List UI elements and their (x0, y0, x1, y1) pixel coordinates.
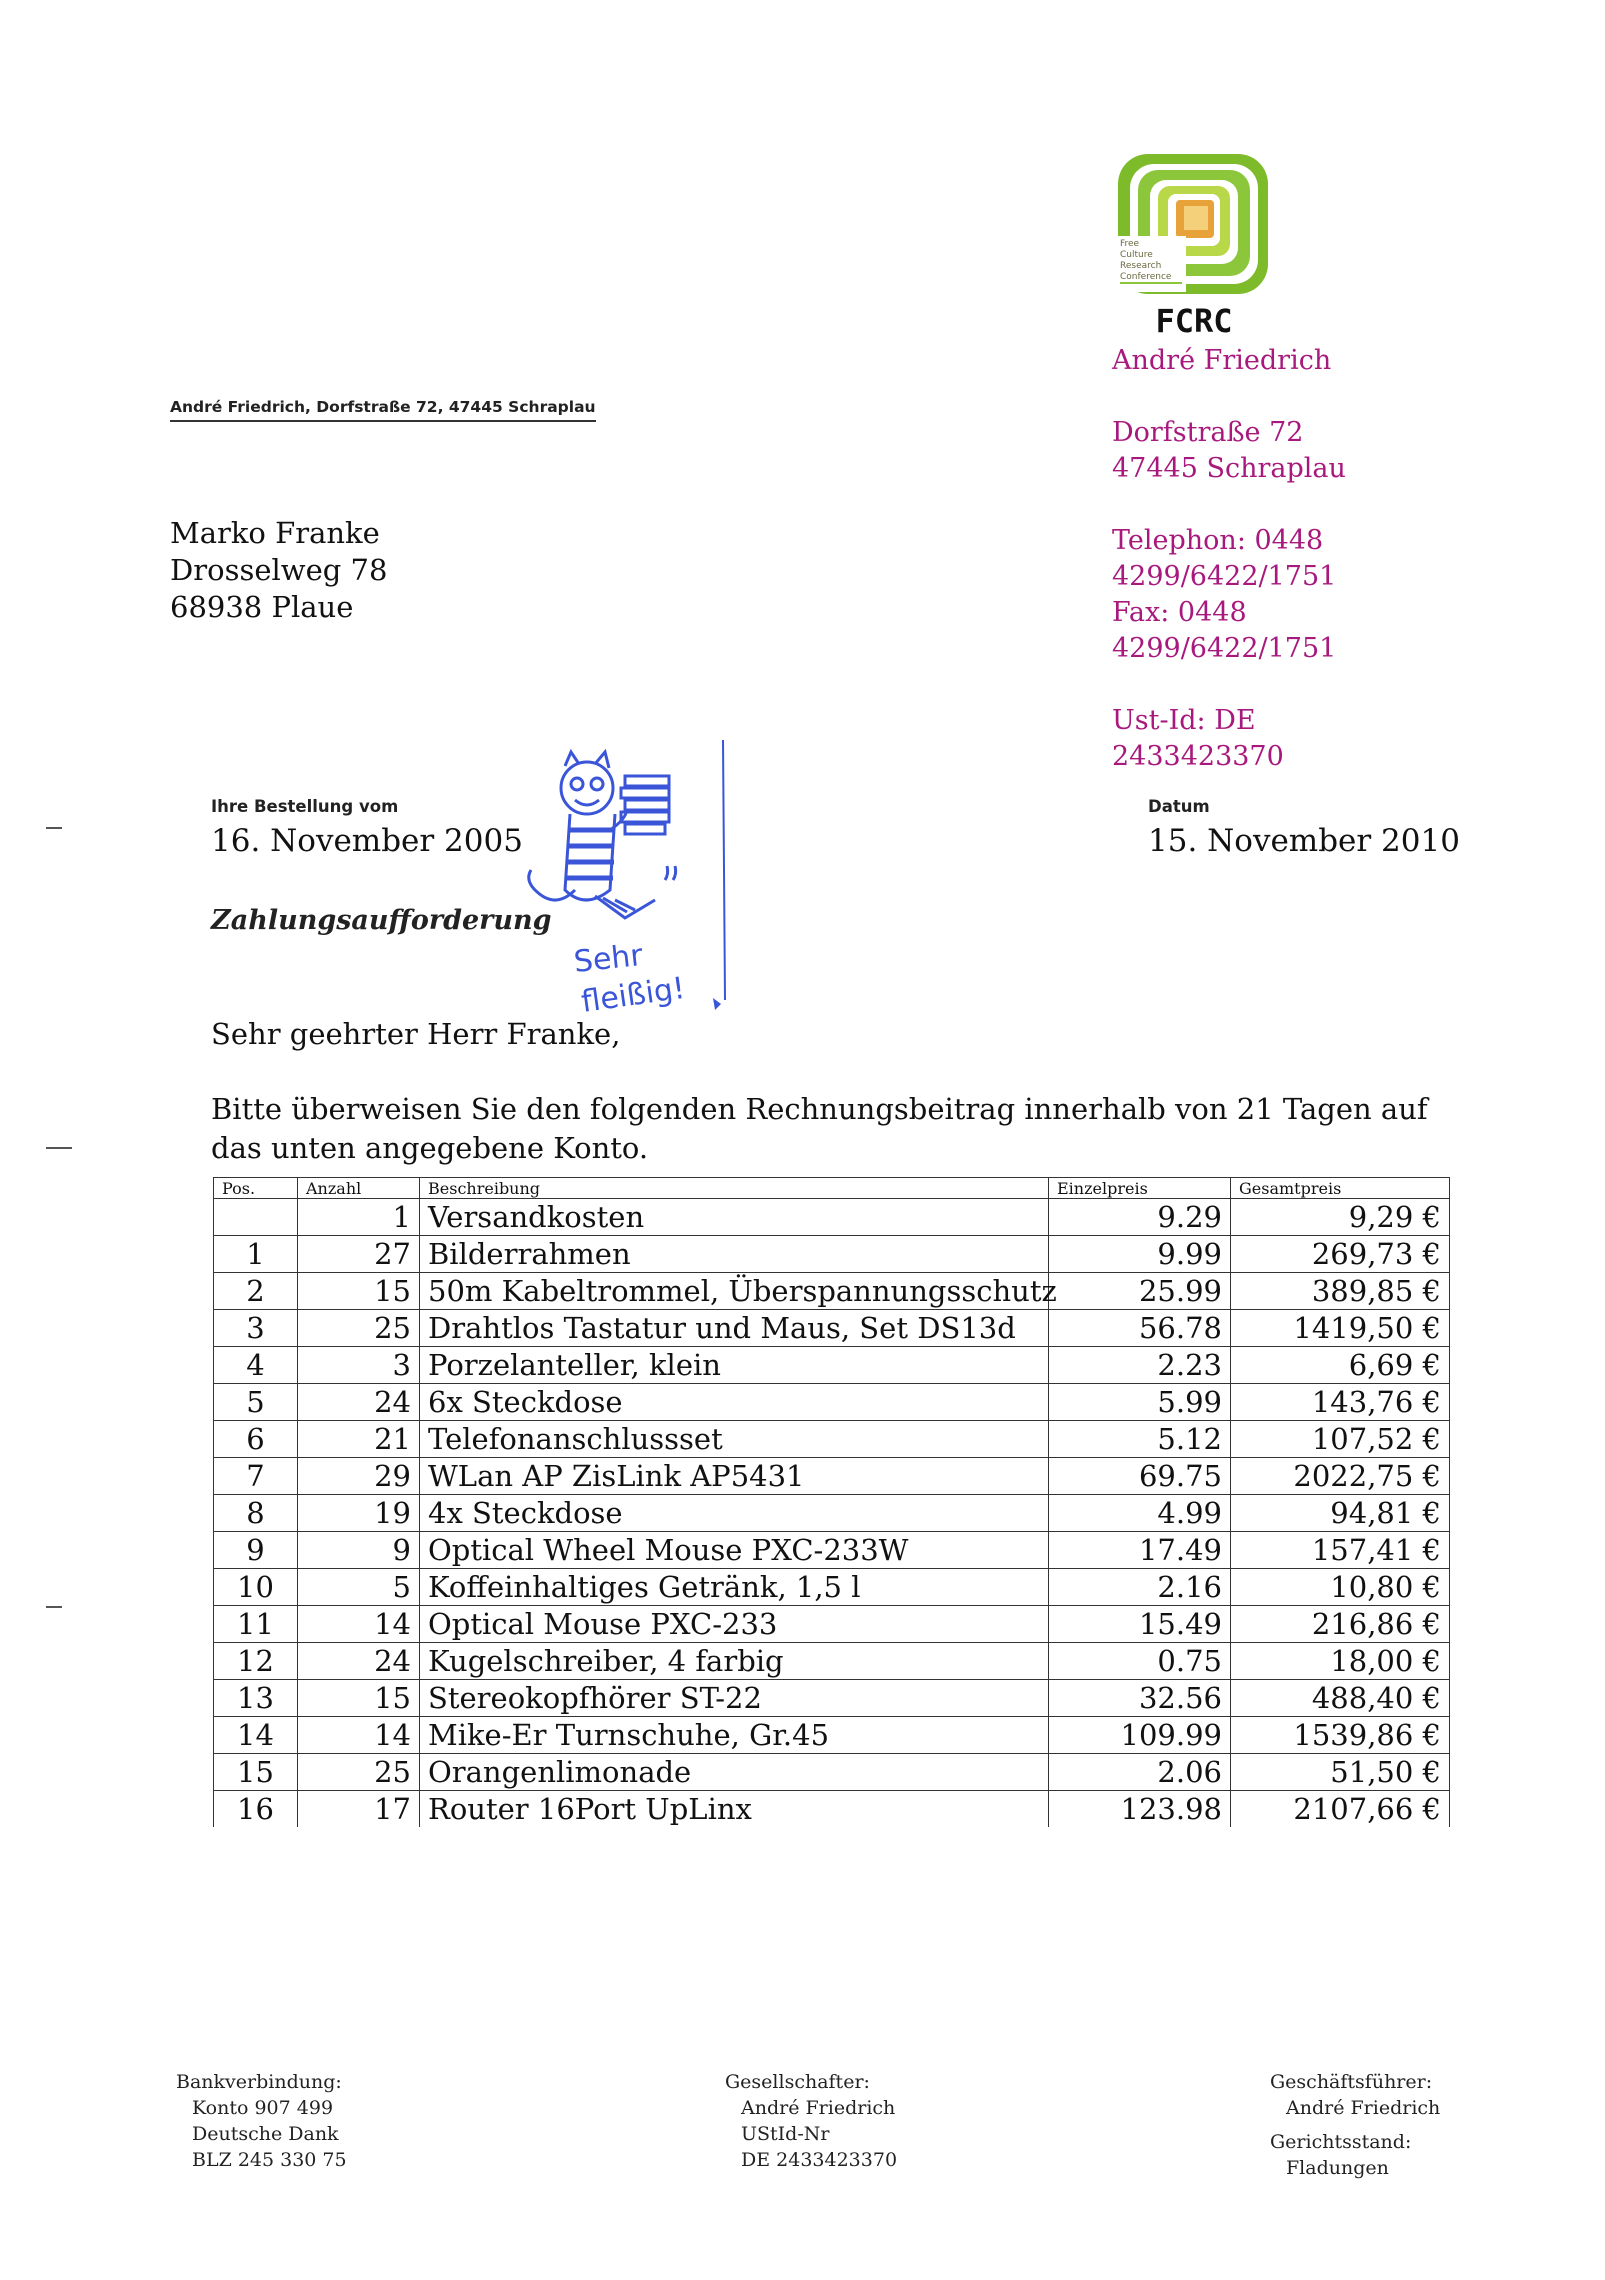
stamp-text-1: Sehr (572, 937, 645, 980)
punch-mark (46, 1147, 72, 1149)
table-row (214, 1717, 1450, 1754)
row-qty: 15 (298, 1680, 420, 1717)
row-pos: 3 (214, 1310, 298, 1347)
sender-name: André Friedrich (1112, 345, 1332, 376)
header-qty: Anzahl (298, 1178, 420, 1199)
row-total-price: 51,50 € (1231, 1754, 1450, 1791)
header-pos: Pos. (214, 1178, 298, 1199)
row-pos: 2 (214, 1273, 298, 1310)
logo-caption-1: Free (1120, 239, 1140, 249)
sender-fax-label: Fax: 0448 (1112, 597, 1247, 628)
table-body (214, 1199, 1450, 1828)
header-total-price: Gesamtpreis (1231, 1178, 1450, 1199)
row-unit-price: 17.49 (1049, 1532, 1231, 1569)
row-unit-price: 56.78 (1049, 1310, 1231, 1347)
footer-bank-code: BLZ 245 330 75 (192, 2149, 347, 2171)
row-total-price: 1539,86 € (1231, 1717, 1450, 1754)
sender-vat-label: Ust-Id: DE (1112, 705, 1256, 736)
row-total-price: 18,00 € (1231, 1643, 1450, 1680)
invoice-table (213, 1177, 1450, 1827)
table-row (214, 1310, 1450, 1347)
row-qty: 5 (298, 1569, 420, 1606)
sender-fax-number: 4299/6422/1751 (1112, 633, 1337, 664)
row-pos: 15 (214, 1754, 298, 1791)
order-date: 16. November 2005 (211, 823, 523, 859)
row-unit-price: 5.12 (1049, 1421, 1231, 1458)
document-date-label: Datum (1148, 797, 1210, 816)
document-title: Zahlungsaufforderung (211, 905, 552, 936)
logo-caption-2: Culture (1120, 250, 1153, 260)
table-row (214, 1236, 1450, 1273)
row-description: 4x Steckdose (420, 1495, 1049, 1532)
footer-court-label: Gerichtsstand: (1270, 2131, 1412, 2153)
row-unit-price: 9.99 (1049, 1236, 1231, 1273)
row-description: Telefonanschlussset (420, 1421, 1049, 1458)
row-description: Mike-Er Turnschuhe, Gr.45 (420, 1717, 1049, 1754)
row-qty: 19 (298, 1495, 420, 1532)
row-pos: 6 (214, 1421, 298, 1458)
row-total-price: 107,52 € (1231, 1421, 1450, 1458)
footer-management (1270, 2069, 1440, 2181)
row-qty: 9 (298, 1532, 420, 1569)
row-pos: 7 (214, 1458, 298, 1495)
logo-wordmark: FCRC (1155, 302, 1233, 340)
footer-management-name: André Friedrich (1286, 2097, 1441, 2119)
row-description: Optical Mouse PXC-233 (420, 1606, 1049, 1643)
row-unit-price: 2.23 (1049, 1347, 1231, 1384)
row-total-price: 6,69 € (1231, 1347, 1450, 1384)
table-row (214, 1680, 1450, 1717)
row-pos: 12 (214, 1643, 298, 1680)
footer-partner-name: André Friedrich (741, 2097, 896, 2119)
table-row (214, 1569, 1450, 1606)
cat-stamp-icon (515, 740, 745, 1040)
row-total-price: 9,29 € (1231, 1199, 1450, 1236)
row-description: 50m Kabeltrommel, Überspannungsschutz (420, 1273, 1049, 1310)
sender-street: Dorfstraße 72 (1112, 417, 1304, 448)
row-pos: 4 (214, 1347, 298, 1384)
header-unit-price: Einzelpreis (1049, 1178, 1231, 1199)
row-description: Koffeinhaltiges Getränk, 1,5 l (420, 1569, 1049, 1606)
fold-mark (46, 1606, 62, 1608)
row-qty: 3 (298, 1347, 420, 1384)
table-header-row (214, 1178, 1450, 1199)
row-qty: 24 (298, 1643, 420, 1680)
fcrc-logo-mark (1112, 150, 1276, 340)
row-total-price: 143,76 € (1231, 1384, 1450, 1421)
sender-vat-number: 2433423370 (1112, 741, 1284, 772)
row-pos (214, 1199, 298, 1236)
table-row (214, 1199, 1450, 1236)
table-row (214, 1384, 1450, 1421)
footer-partner-vat-number: DE 2433423370 (741, 2149, 898, 2171)
document-date: 15. November 2010 (1148, 823, 1460, 859)
row-unit-price: 109.99 (1049, 1717, 1231, 1754)
recipient-street: Drosselweg 78 (170, 553, 388, 587)
row-qty: 27 (298, 1236, 420, 1273)
row-description: Router 16Port UpLinx (420, 1791, 1049, 1828)
row-total-price: 94,81 € (1231, 1495, 1450, 1532)
row-unit-price: 2.06 (1049, 1754, 1231, 1791)
row-total-price: 216,86 € (1231, 1606, 1450, 1643)
row-unit-price: 25.99 (1049, 1273, 1231, 1310)
logo-caption-3: Research (1120, 261, 1162, 271)
row-unit-price: 0.75 (1049, 1643, 1231, 1680)
logo-caption-4: Conference (1120, 272, 1172, 282)
row-qty: 1 (298, 1199, 420, 1236)
recipient-name: Marko Franke (170, 516, 380, 550)
table-row (214, 1458, 1450, 1495)
sender-phone-number: 4299/6422/1751 (1112, 561, 1337, 592)
stamp-text-2: fleißig! (579, 970, 688, 1020)
row-qty: 14 (298, 1717, 420, 1754)
row-qty: 29 (298, 1458, 420, 1495)
table-row (214, 1421, 1450, 1458)
footer-bank-name: Deutsche Dank (192, 2123, 339, 2145)
row-description: Orangenlimonade (420, 1754, 1049, 1791)
row-pos: 16 (214, 1791, 298, 1828)
footer-partner-vat-label: UStId-Nr (741, 2123, 830, 2145)
footer-bank-account: Konto 907 499 (192, 2097, 334, 2119)
header-description: Beschreibung (420, 1178, 1049, 1199)
row-description: Kugelschreiber, 4 farbig (420, 1643, 1049, 1680)
salutation: Sehr geehrter Herr Franke, (211, 1017, 621, 1051)
row-total-price: 269,73 € (1231, 1236, 1450, 1273)
recipient-address (170, 515, 387, 626)
row-pos: 8 (214, 1495, 298, 1532)
table-row (214, 1754, 1450, 1791)
row-pos: 10 (214, 1569, 298, 1606)
row-unit-price: 2.16 (1049, 1569, 1231, 1606)
row-total-price: 2107,66 € (1231, 1791, 1450, 1828)
row-description: 6x Steckdose (420, 1384, 1049, 1421)
sender-return-address: André Friedrich, Dorfstraße 72, 47445 Schraplau (170, 398, 596, 422)
row-unit-price: 69.75 (1049, 1458, 1231, 1495)
row-pos: 13 (214, 1680, 298, 1717)
table-row (214, 1606, 1450, 1643)
table-row (214, 1273, 1450, 1310)
footer-bank-label: Bankverbindung: (176, 2071, 342, 2093)
row-qty: 25 (298, 1310, 420, 1347)
row-unit-price: 123.98 (1049, 1791, 1231, 1828)
row-pos: 14 (214, 1717, 298, 1754)
row-unit-price: 32.56 (1049, 1680, 1231, 1717)
row-qty: 14 (298, 1606, 420, 1643)
sender-phone-label: Telephon: 0448 (1112, 525, 1324, 556)
row-total-price: 157,41 € (1231, 1532, 1450, 1569)
footer-management-label: Geschäftsführer: (1270, 2071, 1433, 2093)
row-unit-price: 4.99 (1049, 1495, 1231, 1532)
row-qty: 24 (298, 1384, 420, 1421)
row-description: Stereokopfhörer ST-22 (420, 1680, 1049, 1717)
footer-partner-label: Gesellschafter: (725, 2071, 870, 2093)
row-pos: 1 (214, 1236, 298, 1273)
row-qty: 15 (298, 1273, 420, 1310)
row-total-price: 2022,75 € (1231, 1458, 1450, 1495)
row-total-price: 10,80 € (1231, 1569, 1450, 1606)
fold-mark (46, 827, 62, 829)
row-qty: 17 (298, 1791, 420, 1828)
row-qty: 25 (298, 1754, 420, 1791)
row-qty: 21 (298, 1421, 420, 1458)
row-description: Porzelanteller, klein (420, 1347, 1049, 1384)
footer-partner (725, 2069, 897, 2173)
row-description: WLan AP ZisLink AP5431 (420, 1458, 1049, 1495)
row-total-price: 1419,50 € (1231, 1310, 1450, 1347)
row-total-price: 389,85 € (1231, 1273, 1450, 1310)
footer-court: Fladungen (1286, 2157, 1389, 2179)
row-unit-price: 5.99 (1049, 1384, 1231, 1421)
footer-bank (176, 2069, 347, 2173)
row-pos: 5 (214, 1384, 298, 1421)
row-description: Drahtlos Tastatur und Maus, Set DS13d (420, 1310, 1049, 1347)
row-pos: 11 (214, 1606, 298, 1643)
table-row (214, 1643, 1450, 1680)
body-text: Bitte überweisen Sie den folgenden Rechnungsbeitrag innerhalb von 21 Tagen auf das unten angegebene Konto. (211, 1092, 1428, 1165)
row-description: Bilderrahmen (420, 1236, 1049, 1273)
sender-city: 47445 Schraplau (1112, 453, 1346, 484)
table-row (214, 1532, 1450, 1569)
recipient-city: 68938 Plaue (170, 590, 354, 624)
teacher-stamp (515, 740, 745, 1040)
table-row (214, 1495, 1450, 1532)
order-date-label: Ihre Bestellung vom (211, 797, 399, 816)
table-row (214, 1791, 1450, 1828)
row-total-price: 488,40 € (1231, 1680, 1450, 1717)
row-unit-price: 15.49 (1049, 1606, 1231, 1643)
row-unit-price: 9.29 (1049, 1199, 1231, 1236)
table-row (214, 1347, 1450, 1384)
row-pos: 9 (214, 1532, 298, 1569)
row-description: Versandkosten (420, 1199, 1049, 1236)
row-description: Optical Wheel Mouse PXC-233W (420, 1532, 1049, 1569)
fcrc-logo (1112, 150, 1276, 340)
